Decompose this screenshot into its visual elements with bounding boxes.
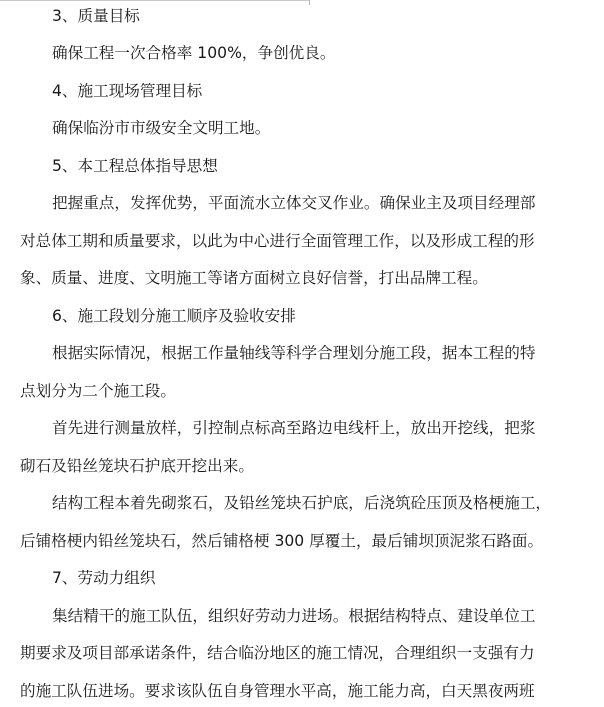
page-corner-mark (309, 0, 310, 5)
paragraph-line: 对总体工期和质量要求，以此为中心进行全面管理工作，以及形成工程的形 (20, 232, 535, 250)
paragraph-line: 根据实际情况，根据工作量轴线等科学合理划分施工段，据本工程的特 (52, 344, 536, 362)
section-heading-guiding-idea: 5、本工程总体指导思想 (52, 157, 218, 175)
paragraph-line: 砌石及铅丝笼块石护底开挖出来。 (20, 457, 254, 475)
paragraph-line: 集结精干的施工队伍，组织好劳动力进场。根据结构特点、建设单位工 (52, 607, 536, 625)
section-heading-quality-goal: 3、质量目标 (52, 7, 140, 25)
paragraph-line: 点划分为二个施工段。 (20, 382, 176, 400)
paragraph-line: 的施工队伍进场。要求该队伍自身管理水平高，施工能力高，白天黑夜两班 (20, 682, 535, 700)
paragraph-line: 期要求及项目部承诺条件，结合临汾地区的施工情况，合理组织一支强有力 (20, 644, 535, 662)
section-heading-site-management: 4、施工现场管理目标 (52, 82, 203, 100)
paragraph-line: 把握重点，发挥优势，平面流水立体交叉作业。确保业主及项目经理部 (52, 194, 536, 212)
section-heading-labor-organization: 7、劳动力组织 (52, 569, 156, 587)
section-heading-construction-sections: 6、施工段划分施工顺序及验收安排 (52, 307, 296, 325)
page-top-border (0, 0, 310, 3)
paragraph-line: 结构工程本着先砌浆石，及铅丝笼块石护底，后浇筑砼压顶及格梗施工， (52, 494, 552, 512)
paragraph-line: 后铺格梗内铅丝笼块石，然后铺格梗 300 厚覆土，最后铺坝顶泥浆石路面。 (20, 532, 544, 550)
paragraph-line: 首先进行测量放样，引控制点标高至路边电线杆上，放出开挖线，把浆 (52, 419, 536, 437)
paragraph-line: 确保临汾市市级安全文明工地。 (52, 119, 271, 137)
paragraph-line: 确保工程一次合格率 100%，争创优良。 (52, 44, 336, 62)
paragraph-line: 象、质量、进度、文明施工等诸方面树立良好信誉，打出品牌工程。 (20, 269, 488, 287)
